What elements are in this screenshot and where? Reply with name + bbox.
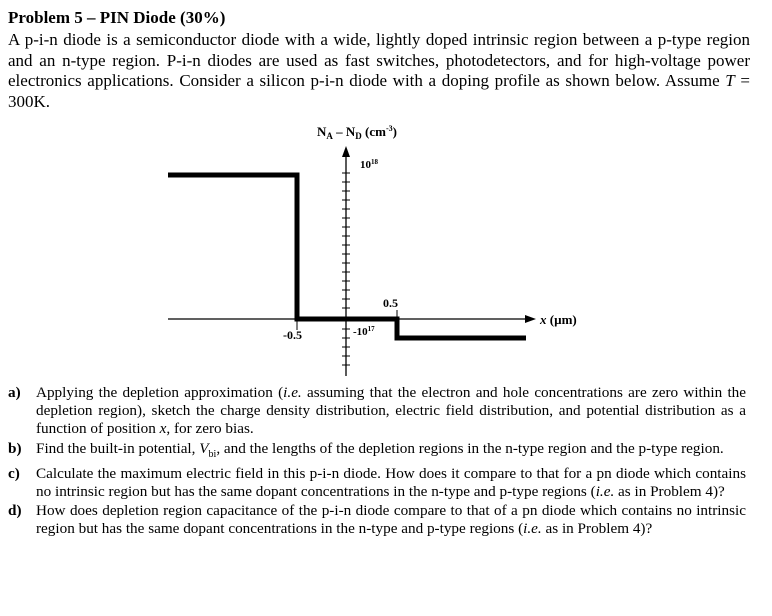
question-a-label: a) bbox=[8, 384, 21, 401]
question-d-label: d) bbox=[8, 502, 22, 520]
question-c-label: c) bbox=[8, 464, 20, 482]
question-b-text: Find the built-in potential, $V_{bi}$, and the lengths of the depletion regions in the n-type region and the p-type region. bbox=[36, 439, 724, 460]
intro-temperature-value: = 300K. bbox=[8, 71, 750, 111]
intro-text: A p-i-n diode is a semiconductor diode with a wide, lightly doped intrinsic region between a p-type region and an n-type region. P-i-n diodes are used as fast switches, photodetectors, and for high-voltage power electronics applications. Consider a silicon p-i-n diode with a doping profile as shown below. Assume bbox=[8, 30, 750, 90]
y-axis-arrow-icon bbox=[342, 146, 350, 157]
x-axis-title: x (µm) bbox=[540, 312, 577, 327]
question-a bbox=[8, 384, 746, 439]
question-c bbox=[8, 465, 746, 501]
doping-profile-figure bbox=[0, 118, 772, 380]
doping-profile-curve bbox=[168, 175, 526, 338]
question-list bbox=[8, 384, 746, 540]
label-top-value: $10^{18}$ bbox=[360, 158, 378, 171]
question-a-text: Applying the depletion approximation (i.e. assuming that the electron and hole concentrations are zero within the depletion region), sketch the charge density distribution, electric field distribution, and potential distribution as a function of position x, for zero bias. bbox=[36, 384, 747, 438]
question-d bbox=[8, 502, 746, 538]
label-bottom-value: $-10^{17}$ bbox=[353, 325, 375, 338]
intro-temperature-var: T bbox=[725, 71, 735, 90]
question-b-label: b) bbox=[8, 439, 22, 457]
label-left-x: -0.5 bbox=[283, 328, 302, 342]
label-right-x: 0.5 bbox=[383, 296, 398, 310]
doping-profile-plot bbox=[0, 118, 772, 380]
question-b bbox=[8, 440, 746, 464]
question-c-text: Calculate the maximum electric field in this p-i-n diode. How does it compare to that for a pn diode which contains no intrinsic region but has the same dopant concentrations in the n-type and p-type regions (i.e. as in Problem 4)? bbox=[36, 464, 746, 501]
x-axis-arrow-icon bbox=[525, 315, 536, 323]
problem-intro bbox=[8, 30, 750, 112]
question-d-text: How does depletion region capacitance of the p-i-n diode compare to that of a pn diode which contains no intrinsic region but has the same dopant concentrations in the n-type and p-type regions (i.e. as in Problem 4)? bbox=[36, 502, 746, 538]
y-axis-title: $N_A - N_D$ $(cm^{-3})$ bbox=[317, 124, 397, 141]
problem-title: Problem 5 – PIN Diode (30%) bbox=[8, 8, 226, 27]
